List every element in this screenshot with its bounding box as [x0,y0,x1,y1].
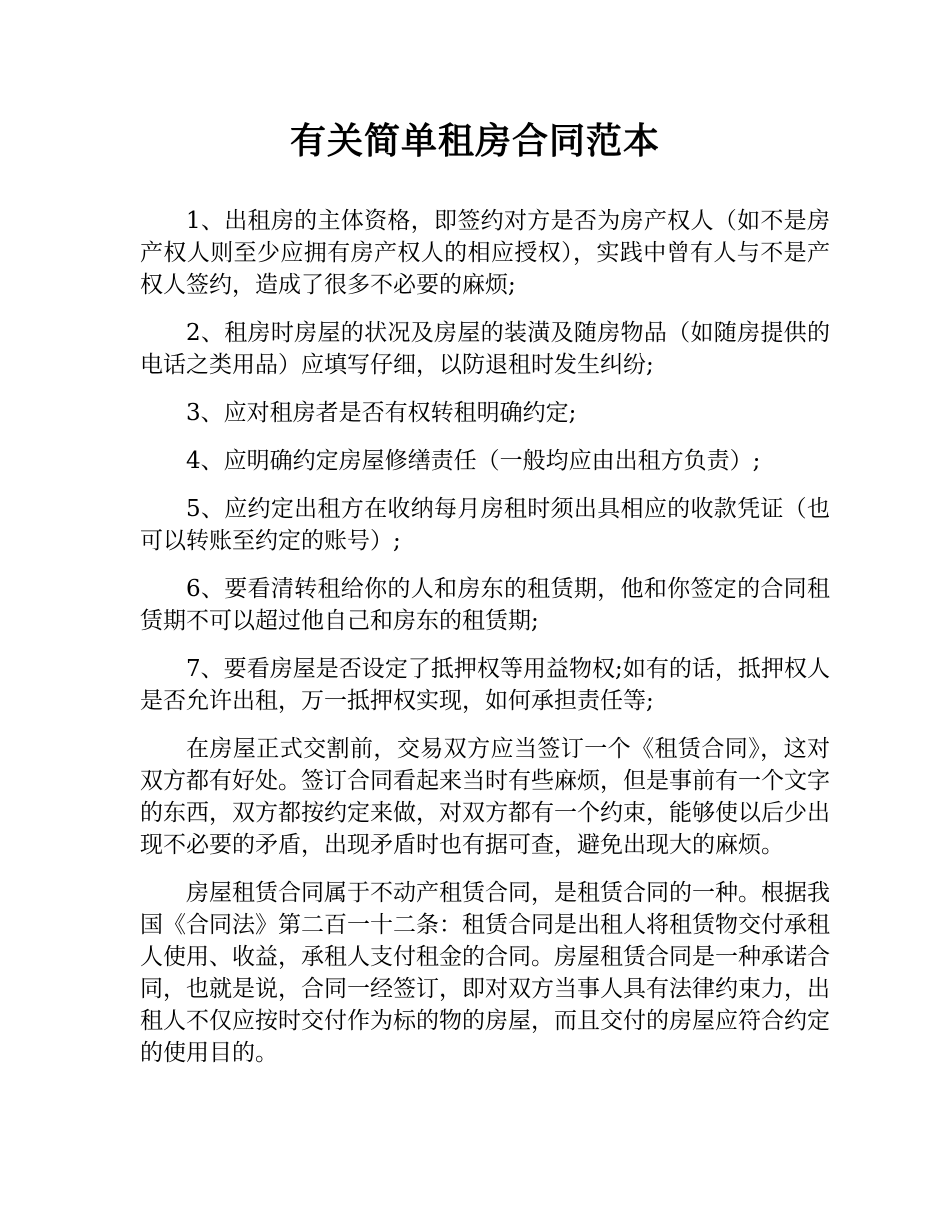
paragraph-5: 5、应约定出租方在收纳每月房租时须出具相应的收款凭证（也可以转账至约定的账号）; [140,496,830,554]
paragraph-7: 7、要看房屋是否设定了抵押权等用益物权;如有的话，抵押权人是否允许出租，万一抵押权实现，如何承担责任等; [140,656,830,714]
paragraph-8: 在房屋正式交割前，交易双方应当签订一个《租赁合同》，这对双方都有好处。签订合同看起来当时有些麻烦，但是事前有一个文字的东西，双方都按约定来做，对双方都有一个约束，能够使以后少出现不必要的矛盾，出现矛盾时也有据可查，避免出现大的麻烦。 [140,736,830,858]
document-body [140,205,830,1085]
paragraph-2: 2、租房时房屋的状况及房屋的装潢及随房物品（如随房提供的电话之类用品）应填写仔细，以防退租时发生纠纷; [140,320,830,378]
paragraph-1: 1、出租房的主体资格，即签约对方是否为房产权人（如不是房产权人则至少应拥有房产权人的相应授权），实践中曾有人与不是产权人签约，造成了很多不必要的麻烦; [140,208,830,298]
document-title: 有关简单租房合同范本 [289,121,660,162]
paragraph-9: 房屋租赁合同属于不动产租赁合同，是租赁合同的一种。根据我国《合同法》第二百一十二条：租赁合同是出租人将租赁物交付承租人使用、收益，承租人支付租金的合同。房屋租赁合同是一种承诺合同，也就是说，合同一经签订，即对双方当事人具有法律约束力，出租人不仅应按时交付作为标的物的房屋，而且交付的房屋应符合约定的使用目的。 [140,880,830,1066]
paragraph-6: 6、要看清转租给你的人和房东的租赁期，他和你签定的合同租赁期不可以超过他自己和房东的租赁期; [140,576,830,634]
paragraph-3: 3、应对租房者是否有权转租明确约定; [186,400,577,426]
paragraph-4: 4、应明确约定房屋修缮责任（一般均应由出租方负责）; [186,448,761,474]
